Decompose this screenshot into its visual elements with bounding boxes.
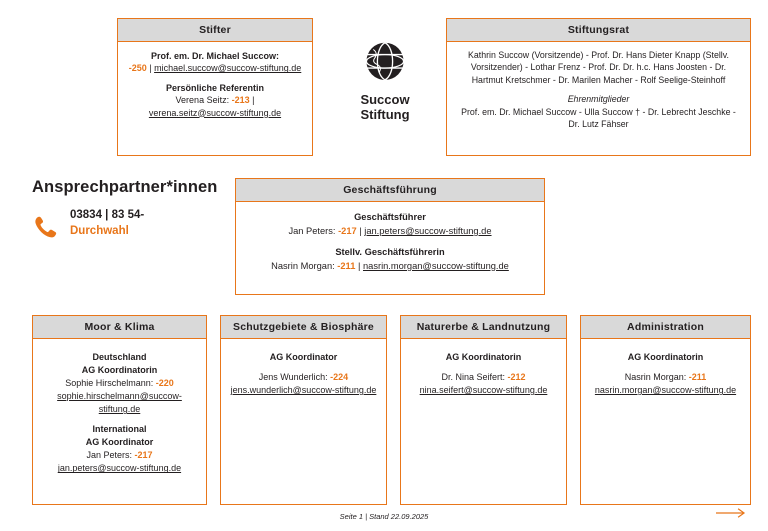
department-contact	[589, 371, 742, 384]
stifter-referent-email-line	[126, 107, 304, 119]
department-spacer	[409, 364, 558, 371]
management-header: Geschäftsführung	[236, 179, 544, 202]
department-email-line	[589, 384, 742, 397]
department-email[interactable]: jens.wunderlich@succow-stiftung.de	[230, 385, 377, 396]
department-spacer	[41, 416, 198, 423]
department-body	[221, 339, 386, 409]
department-header: Schutzgebiete & Biosphäre	[221, 316, 386, 339]
logo-text	[330, 93, 440, 123]
department-extension-1: -220	[155, 378, 174, 389]
phone-icon-svg	[32, 214, 58, 240]
stifter-separator: |	[146, 63, 155, 74]
department-extension: -212	[507, 372, 526, 383]
stifter-referent-title: Persönliche Referentin	[165, 82, 265, 93]
stifter-email[interactable]: michael.succow@succow-stiftung.de	[154, 63, 302, 74]
logo-line-1: Succow	[360, 92, 410, 107]
logo-line-2: Stiftung	[360, 106, 410, 122]
stifter-body	[118, 42, 312, 127]
department-name: Dr. Nina Seifert:	[441, 372, 508, 383]
department-box-moor-klima	[32, 315, 207, 505]
department-role: AG Koordinatorin	[445, 352, 522, 362]
management-body	[236, 202, 544, 283]
management-email-2[interactable]: nasrin.morgan@succow-stiftung.de	[362, 260, 509, 271]
stifter-spacer	[126, 75, 304, 82]
management-name-2: Nasrin Morgan:	[271, 260, 338, 271]
stifter-header: Stifter	[118, 19, 312, 42]
department-header: Administration	[581, 316, 750, 339]
stifter-name: Prof. em. Dr. Michael Succow:	[150, 51, 280, 61]
department-extension-2: -217	[134, 450, 153, 461]
department-box-administration	[580, 315, 751, 505]
phone-extension-label: Durchwahl	[70, 224, 129, 237]
management-name-1: Jan Peters:	[288, 225, 339, 236]
management-contact-1	[244, 225, 536, 239]
department-body	[581, 339, 750, 409]
department-extension: -224	[330, 372, 349, 383]
stiftungsrat-box	[446, 18, 751, 156]
stiftungsrat-members: Kathrin Succow (Vorsitzende) - Prof. Dr. Hans Dieter Knapp (Stellv. Vorsitzender) - Lothar Frenz - Prof. Dr. Dr. h.c. Hans Joosten - Dr. Hartmut Kretschmer - Dr. Marilen Macher - Rolf Seelige-Steinhoff	[468, 50, 729, 85]
management-role-2: Stellv. Geschäftsführerin	[335, 246, 445, 257]
department-contact-2	[41, 449, 198, 462]
management-separator-1: |	[356, 225, 365, 236]
contacts-heading: Ansprechpartner*innen	[32, 178, 218, 196]
organization-logo	[330, 36, 440, 123]
stifter-referent-email[interactable]: verena.seitz@succow-stiftung.de	[148, 107, 282, 118]
globe-icon	[358, 36, 412, 90]
department-role: AG Koordinator	[269, 352, 338, 362]
department-header: Moor & Klima	[33, 316, 206, 339]
department-body	[401, 339, 566, 409]
department-role: AG Koordinatorin	[627, 352, 704, 362]
management-extension-2: -211	[337, 260, 356, 271]
department-region-1: Deutschland	[92, 352, 147, 362]
department-contact-1	[41, 377, 198, 390]
phone-text	[70, 208, 222, 239]
management-separator-2: |	[355, 260, 363, 271]
management-extension-1: -217	[338, 225, 357, 236]
management-spacer	[244, 239, 536, 246]
department-email-2[interactable]: jan.peters@succow-stiftung.de	[57, 463, 182, 474]
department-email-line-1	[41, 390, 198, 416]
department-region-2: International	[92, 424, 147, 435]
department-name: Nasrin Morgan:	[624, 372, 689, 383]
phone-number: 03834 | 83 54-	[70, 209, 145, 221]
department-role-2: AG Koordinator	[85, 437, 154, 448]
phone-icon	[32, 214, 58, 240]
department-body	[33, 339, 206, 487]
department-name: Jens Wunderlich:	[258, 372, 331, 383]
department-contact	[229, 371, 378, 384]
stifter-extension: -250	[128, 63, 147, 74]
department-email-line	[229, 384, 378, 397]
department-extension: -211	[688, 372, 707, 383]
management-role-1: Geschäftsführer	[354, 212, 426, 222]
stifter-referent-line	[126, 94, 304, 106]
department-spacer	[589, 364, 742, 371]
phone-block	[32, 208, 222, 239]
management-box	[235, 178, 545, 295]
department-email[interactable]: nasrin.morgan@succow-stiftung.de	[594, 385, 737, 396]
stiftungsrat-honorary-title: Ehrenmitglieder	[567, 94, 630, 105]
department-name-2: Jan Peters:	[86, 450, 135, 461]
department-spacer	[229, 364, 378, 371]
department-email-line-2	[41, 462, 198, 475]
stifter-referent-separator: |	[249, 95, 255, 106]
stiftungsrat-header: Stiftungsrat	[447, 19, 750, 42]
stiftungsrat-spacer	[459, 86, 738, 93]
department-email-line	[409, 384, 558, 397]
management-contact-2	[244, 260, 536, 274]
department-email-1[interactable]: sophie.hirschelmann@succow-stiftung.de	[57, 391, 182, 415]
department-contact	[409, 371, 558, 384]
stiftungsrat-body	[447, 42, 750, 138]
arrow-right-icon	[716, 505, 750, 521]
department-header: Naturerbe & Landnutzung	[401, 316, 566, 339]
department-email[interactable]: nina.seifert@succow-stiftung.de	[419, 385, 548, 396]
stifter-referent-extension: -213	[231, 95, 250, 106]
stiftungsrat-honorary-members: Prof. em. Dr. Michael Succow - Ulla Succow † - Dr. Lebrecht Jeschke - Dr. Lutz Fähser	[461, 106, 736, 130]
stifter-box	[117, 18, 313, 156]
stifter-referent-name: Verena Seitz:	[175, 95, 232, 106]
management-email-1[interactable]: jan.peters@succow-stiftung.de	[364, 225, 492, 236]
department-role-1: AG Koordinatorin	[81, 365, 158, 376]
department-box-schutzgebiete-biosphaere	[220, 315, 387, 505]
stifter-contact-line	[126, 62, 304, 74]
page-footer: Seite 1 | Stand 22.09.2025	[339, 512, 429, 521]
department-box-naturerbe-landnutzung	[400, 315, 567, 505]
department-name-1: Sophie Hirschelmann:	[65, 378, 156, 389]
